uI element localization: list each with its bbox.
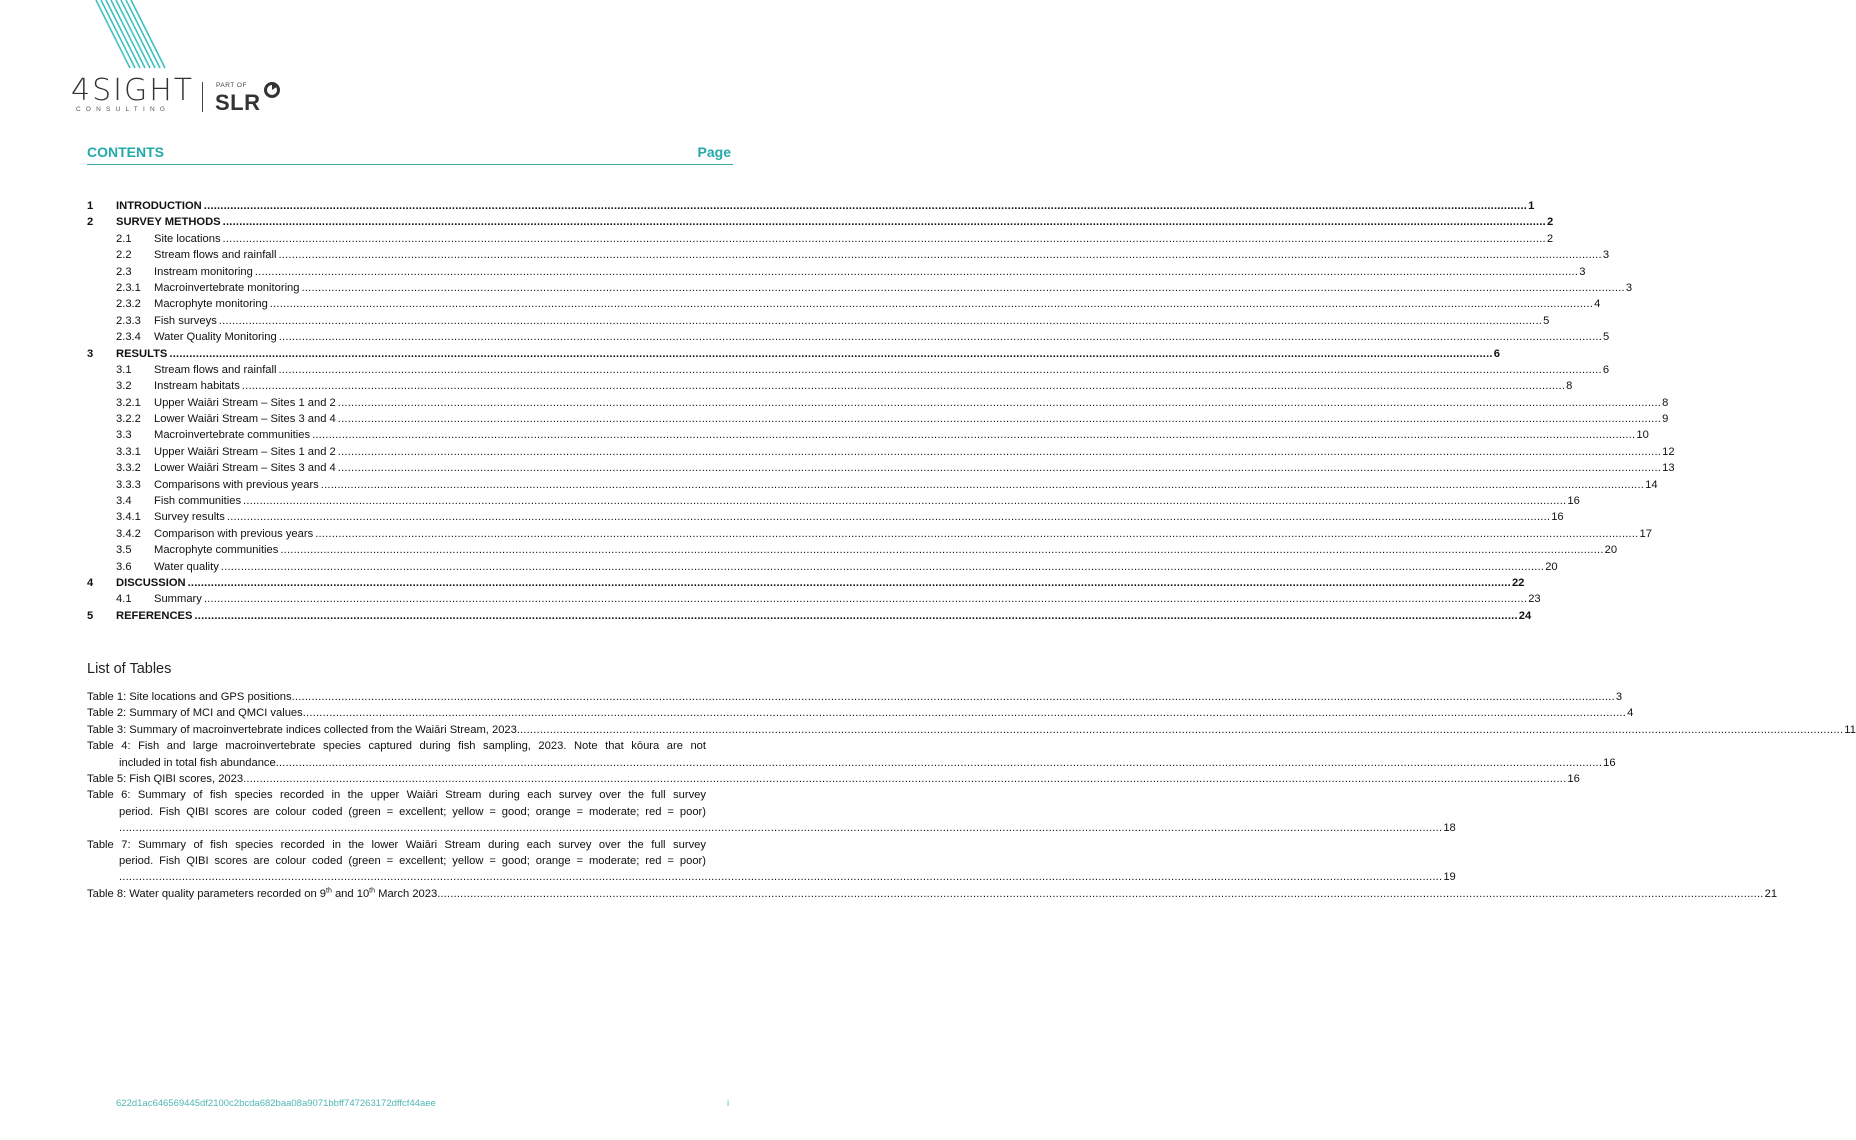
- leader-dots: ................................................................................................................................................................................................................................................................................................................................................................................................................: [440, 887, 1764, 900]
- toc-entry[interactable]: [87, 542, 1618, 558]
- toc-entry-number: 3.4: [116, 495, 132, 508]
- table-entry[interactable]: [87, 787, 1456, 836]
- toc-entry-label: Instream monitoring: [154, 264, 255, 280]
- toc-entry-label: Macroinvertebrate monitoring: [154, 280, 302, 296]
- toc-entry-number: 3.6: [116, 560, 132, 573]
- table-entry-page: 11: [1844, 723, 1856, 736]
- table-entry-label: Table 4: Fish and large macroinvertebrate species captured during fish sampling, 2023. Note that kōura are not: [87, 740, 706, 753]
- leader-dots: ................................................................................................................................................................................................................................................................................................................................................................................................................: [337, 413, 1662, 426]
- company-logo-tagline: CONSULTING: [76, 106, 171, 113]
- label-part: Table 8: Water quality parameters recorded on 9: [87, 887, 326, 900]
- table-entry-page: 19: [1443, 871, 1456, 884]
- toc-entry-page: 16: [1566, 493, 1579, 509]
- toc-entry-label: Comparison with previous years: [154, 526, 315, 542]
- toc-entry-label: Macrophyte monitoring: [154, 296, 270, 312]
- toc-entry-number: 3.2.1: [116, 396, 141, 409]
- toc-entry-page: 5: [1602, 329, 1609, 345]
- toc-entry-number: 4: [87, 576, 94, 589]
- leader-dots: ................................................................................................................................................................................................................................................................................................................................................................................................................: [301, 281, 1625, 294]
- toc-entry-label: Stream flows and rainfall: [154, 362, 279, 378]
- toc-entry-label: Survey results: [154, 509, 227, 525]
- toc-entry-number: 3.3.3: [116, 478, 141, 491]
- table-entry-page: 4: [1627, 707, 1634, 720]
- leader-dots: ................................................................................................................................................................................................................................................................................................................................................................................................................: [187, 576, 1511, 589]
- logo-divider: [202, 82, 203, 112]
- table-entry-label-continued: period. Fish QIBI scores are colour coded (green = excellent; yellow = good; orange = moderate; red = poor): [119, 805, 706, 818]
- toc-entry-number: 3.4.1: [116, 511, 141, 524]
- toc-entry[interactable]: [87, 346, 1500, 362]
- toc-entry[interactable]: [87, 411, 1669, 427]
- toc-entry-number: 3.4.2: [116, 527, 141, 540]
- toc-entry[interactable]: [87, 493, 1580, 509]
- toc-entry-label: Fish communities: [154, 493, 243, 509]
- toc-entry[interactable]: [87, 477, 1658, 493]
- toc-entry[interactable]: [87, 313, 1550, 329]
- toc-entry-number: 2.3: [116, 265, 132, 278]
- toc-entry-page: 6: [1602, 362, 1609, 378]
- table-entry-label: [87, 886, 440, 902]
- toc-entry[interactable]: [87, 444, 1675, 460]
- toc-entry-page: 10: [1635, 427, 1648, 443]
- toc-entry-page: 4: [1593, 296, 1600, 312]
- table-entry-page: 21: [1764, 887, 1778, 900]
- toc-entry-page: 8: [1661, 395, 1668, 411]
- logo-stripes-graphic: [92, 0, 172, 72]
- leader-dots: ................................................................................................................................................................................................................................................................................................................................................................................................................: [519, 723, 1844, 736]
- table-entry-label-continued: period. Fish QIBI scores are colour coded (green = excellent; yellow = good; orange = moderate; red = poor): [119, 855, 706, 868]
- leader-dots: ................................................................................................................................................................................................................................................................................................................................................................................................................: [254, 265, 1579, 278]
- toc-entry-page: 8: [1565, 378, 1572, 394]
- toc-entry-page: 20: [1544, 559, 1557, 575]
- toc-entry-number: 1: [87, 200, 94, 212]
- label-part: March 2023.: [375, 887, 441, 900]
- table-entry-page: 18: [1443, 822, 1456, 835]
- table-entry-page: 3: [1615, 691, 1623, 703]
- label-part: and 10: [331, 887, 370, 900]
- table-entry[interactable]: [87, 705, 1634, 721]
- table-entry[interactable]: [87, 771, 1580, 787]
- leader-dots: ................................................................................................................................................................................................................................................................................................................................................................................................................: [222, 216, 1546, 229]
- toc-entry-label: Water Quality Monitoring: [154, 329, 279, 345]
- leader-dots: ................................................................................................................................................................................................................................................................................................................................................................................................................: [291, 691, 1615, 703]
- leader-dots: ................................................................................................................................................................................................................................................................................................................................................................................................................: [312, 429, 1636, 442]
- toc-entry-page: 20: [1604, 542, 1617, 558]
- toc-entry-page: 3: [1602, 247, 1609, 263]
- toc-entry-number: 3.2: [116, 380, 132, 393]
- toc-entry-number: 2.3.4: [116, 331, 141, 344]
- toc-entry[interactable]: [87, 214, 1554, 230]
- toc-entry-number: 3.1: [116, 363, 132, 376]
- toc-entry-number: 5: [87, 609, 94, 622]
- toc-entry-label: Comparisons with previous years: [154, 477, 321, 493]
- toc-entry-page: 2: [1546, 231, 1553, 247]
- toc-entry-page: 3: [1625, 280, 1632, 296]
- page-column-title: Page: [697, 144, 731, 160]
- table-entry-label: Table 7: Summary of fish species recorded in the lower Waiāri Stream during each survey over the full survey: [87, 838, 706, 851]
- toc-entry-label: REFERENCES: [116, 608, 194, 624]
- page-number: i: [727, 1098, 730, 1109]
- toc-entry[interactable]: [87, 378, 1573, 394]
- toc-entry-label: Lower Waiāri Stream – Sites 3 and 4: [154, 460, 338, 476]
- toc-entry-label: Upper Waiāri Stream – Sites 1 and 2: [154, 395, 338, 411]
- toc-entry-page: 12: [1661, 444, 1674, 460]
- toc-entry-page: 13: [1661, 460, 1674, 476]
- leader-dots: ................................................................................................................................................................................................................................................................................................................................................................................................................: [243, 495, 1567, 508]
- table-entry-page: 16: [1603, 756, 1616, 769]
- table-entry[interactable]: [87, 722, 1856, 738]
- toc-entry[interactable]: [87, 608, 1532, 624]
- leader-dots: ................................................................................................................................................................................................................................................................................................................................................................................................................: [241, 380, 1566, 393]
- toc-entry[interactable]: [87, 460, 1675, 476]
- table-entry-label-continued: included in total fish abundance.: [119, 756, 279, 769]
- toc-entry-number: 2.3.2: [116, 298, 141, 311]
- toc-entry[interactable]: [87, 198, 1535, 214]
- leader-dots: ................................................................................................................................................................................................................................................................................................................................................................................................................: [269, 298, 1594, 311]
- toc-entry-page: 5: [1542, 313, 1549, 329]
- toc-entry-label: Upper Waiāri Stream – Sites 1 and 2: [154, 444, 338, 460]
- leader-dots: ................................................................................................................................................................................................................................................................................................................................................................................................................: [337, 445, 1662, 458]
- leader-dots: ................................................................................................................................................................................................................................................................................................................................................................................................................: [278, 363, 1602, 376]
- toc-entry-number: 2.1: [116, 232, 132, 245]
- toc-entry-page: 3: [1578, 264, 1585, 280]
- leader-dots: ................................................................................................................................................................................................................................................................................................................................................................................................................: [222, 232, 1546, 245]
- toc-entry-label: Instream habitats: [154, 378, 242, 394]
- toc-entry[interactable]: [87, 280, 1633, 296]
- toc-entry-page: 24: [1518, 608, 1531, 624]
- leader-dots: ................................................................................................................................................................................................................................................................................................................................................................................................................: [315, 527, 1639, 540]
- toc-entry-page: 22: [1511, 575, 1524, 591]
- leader-dots: ................................................................................................................................................................................................................................................................................................................................................................................................................: [337, 396, 1662, 409]
- table-entry[interactable]: [87, 689, 1623, 705]
- contents-title: CONTENTS: [87, 144, 164, 160]
- toc-entry[interactable]: [87, 247, 1610, 263]
- toc-entry-label: DISCUSSION: [116, 575, 188, 591]
- table-entry[interactable]: [87, 837, 1456, 886]
- toc-entry-number: 4.1: [116, 593, 132, 606]
- slr-logo-icon: [262, 80, 282, 100]
- toc-entry-label: Water quality: [154, 559, 221, 575]
- leader-dots: ................................................................................................................................................................................................................................................................................................................................................................................................................: [194, 609, 1518, 622]
- table-entry-label: Table 3: Summary of macroinvertebrate indices collected from the Waiāri Stream, 2023.: [87, 723, 520, 736]
- toc-entry[interactable]: [87, 362, 1610, 378]
- toc-entry-number: 2.3.3: [116, 314, 141, 327]
- leader-dots: ................................................................................................................................................................................................................................................................................................................................................................................................................: [278, 756, 1603, 769]
- toc-entry-label: Macrophyte communities: [154, 542, 280, 558]
- list-of-tables-title: List of Tables: [87, 661, 172, 677]
- toc-entry-label: RESULTS: [116, 346, 169, 362]
- label-superscript: th: [369, 887, 376, 895]
- toc-entry-number: 2.2: [116, 249, 132, 262]
- leader-dots: ................................................................................................................................................................................................................................................................................................................................................................................................................: [302, 707, 1627, 720]
- toc-entry[interactable]: [87, 329, 1610, 345]
- contents-header: [87, 144, 733, 165]
- toc-entry-page: 9: [1661, 411, 1668, 427]
- leader-dots: ................................................................................................................................................................................................................................................................................................................................................................................................................: [218, 314, 1543, 327]
- toc-entry[interactable]: [87, 395, 1669, 411]
- leader-dots: ................................................................................................................................................................................................................................................................................................................................................................................................................: [278, 249, 1602, 262]
- leader-dots: ................................................................................................................................................................................................................................................................................................................................................................................................................: [119, 871, 1443, 884]
- toc-entry[interactable]: [87, 427, 1649, 443]
- table-entry-label: Table 6: Summary of fish species recorded in the upper Waiāri Stream during each survey over the full survey: [87, 789, 706, 802]
- toc-entry-page: 6: [1493, 346, 1500, 362]
- toc-entry-label: SURVEY METHODS: [116, 214, 223, 230]
- toc-entry[interactable]: [87, 264, 1586, 280]
- toc-entry[interactable]: [87, 559, 1558, 575]
- toc-entry-label: Stream flows and rainfall: [154, 247, 279, 263]
- toc-entry-number: 3.3: [116, 429, 132, 442]
- leader-dots: ................................................................................................................................................................................................................................................................................................................................................................................................................: [278, 331, 1603, 344]
- leader-dots: ................................................................................................................................................................................................................................................................................................................................................................................................................: [226, 511, 1551, 524]
- leader-dots: ................................................................................................................................................................................................................................................................................................................................................................................................................: [169, 347, 1493, 360]
- leader-dots: ................................................................................................................................................................................................................................................................................................................................................................................................................: [220, 560, 1545, 573]
- leader-dots: ................................................................................................................................................................................................................................................................................................................................................................................................................: [203, 200, 1528, 212]
- table-entry-label: Table 1: Site locations and GPS positions: [87, 691, 292, 703]
- part-of-label: PART OF: [216, 82, 247, 89]
- toc-entry-number: 3.5: [116, 544, 132, 557]
- toc-entry-number: 3.3.2: [116, 462, 141, 475]
- leader-dots: ................................................................................................................................................................................................................................................................................................................................................................................................................: [119, 822, 1443, 835]
- toc-entry[interactable]: [87, 526, 1652, 542]
- toc-entry[interactable]: [87, 591, 1541, 607]
- document-hash: 622d1ac646569445df2100c2bcda682baa08a9071bbff747263172dffcf44aee: [116, 1098, 436, 1109]
- toc-entry[interactable]: [87, 509, 1564, 525]
- toc-entry-number: 3.2.2: [116, 413, 141, 426]
- toc-entry-page: 1: [1527, 198, 1534, 214]
- toc-entry[interactable]: [87, 575, 1525, 591]
- table-entry-label: Table 5: Fish QIBI scores, 2023: [87, 773, 244, 786]
- toc-entry-number: 2: [87, 216, 94, 229]
- leader-dots: ................................................................................................................................................................................................................................................................................................................................................................................................................: [243, 773, 1567, 786]
- toc-entry-label: Lower Waiāri Stream – Sites 3 and 4: [154, 411, 338, 427]
- table-of-contents: [87, 198, 1675, 624]
- toc-entry-page: 14: [1644, 477, 1657, 493]
- toc-entry-label: Summary: [154, 591, 204, 607]
- toc-entry-number: 3: [87, 347, 94, 360]
- toc-entry-page: 17: [1639, 526, 1652, 542]
- table-entry-label: Table 2: Summary of MCI and QMCI values: [87, 707, 303, 720]
- list-of-tables: [87, 689, 1856, 902]
- leader-dots: ................................................................................................................................................................................................................................................................................................................................................................................................................: [203, 593, 1528, 606]
- company-logo-text: 4SIGHT: [71, 73, 195, 108]
- toc-entry-page: 2: [1546, 214, 1553, 230]
- leader-dots: ................................................................................................................................................................................................................................................................................................................................................................................................................: [280, 544, 1604, 557]
- toc-entry-number: 3.3.1: [116, 445, 141, 458]
- table-entry[interactable]: [87, 738, 1616, 771]
- toc-entry[interactable]: [87, 296, 1601, 312]
- table-entry[interactable]: [87, 886, 1778, 902]
- toc-entry-label: Fish surveys: [154, 313, 219, 329]
- toc-entry-label: Site locations: [154, 231, 223, 247]
- toc-entry[interactable]: [87, 231, 1554, 247]
- leader-dots: ................................................................................................................................................................................................................................................................................................................................................................................................................: [320, 478, 1645, 491]
- toc-entry-label: INTRODUCTION: [116, 198, 204, 214]
- leader-dots: ................................................................................................................................................................................................................................................................................................................................................................................................................: [337, 462, 1662, 475]
- toc-entry-page: 16: [1550, 509, 1563, 525]
- parent-company-logo-text: SLR: [215, 90, 261, 115]
- table-entry-page: 16: [1567, 773, 1580, 786]
- toc-entry-page: 23: [1527, 591, 1540, 607]
- toc-entry-label: Macroinvertebrate communities: [154, 427, 312, 443]
- label-superscript: th: [326, 887, 332, 895]
- toc-entry-number: 2.3.1: [116, 281, 141, 294]
